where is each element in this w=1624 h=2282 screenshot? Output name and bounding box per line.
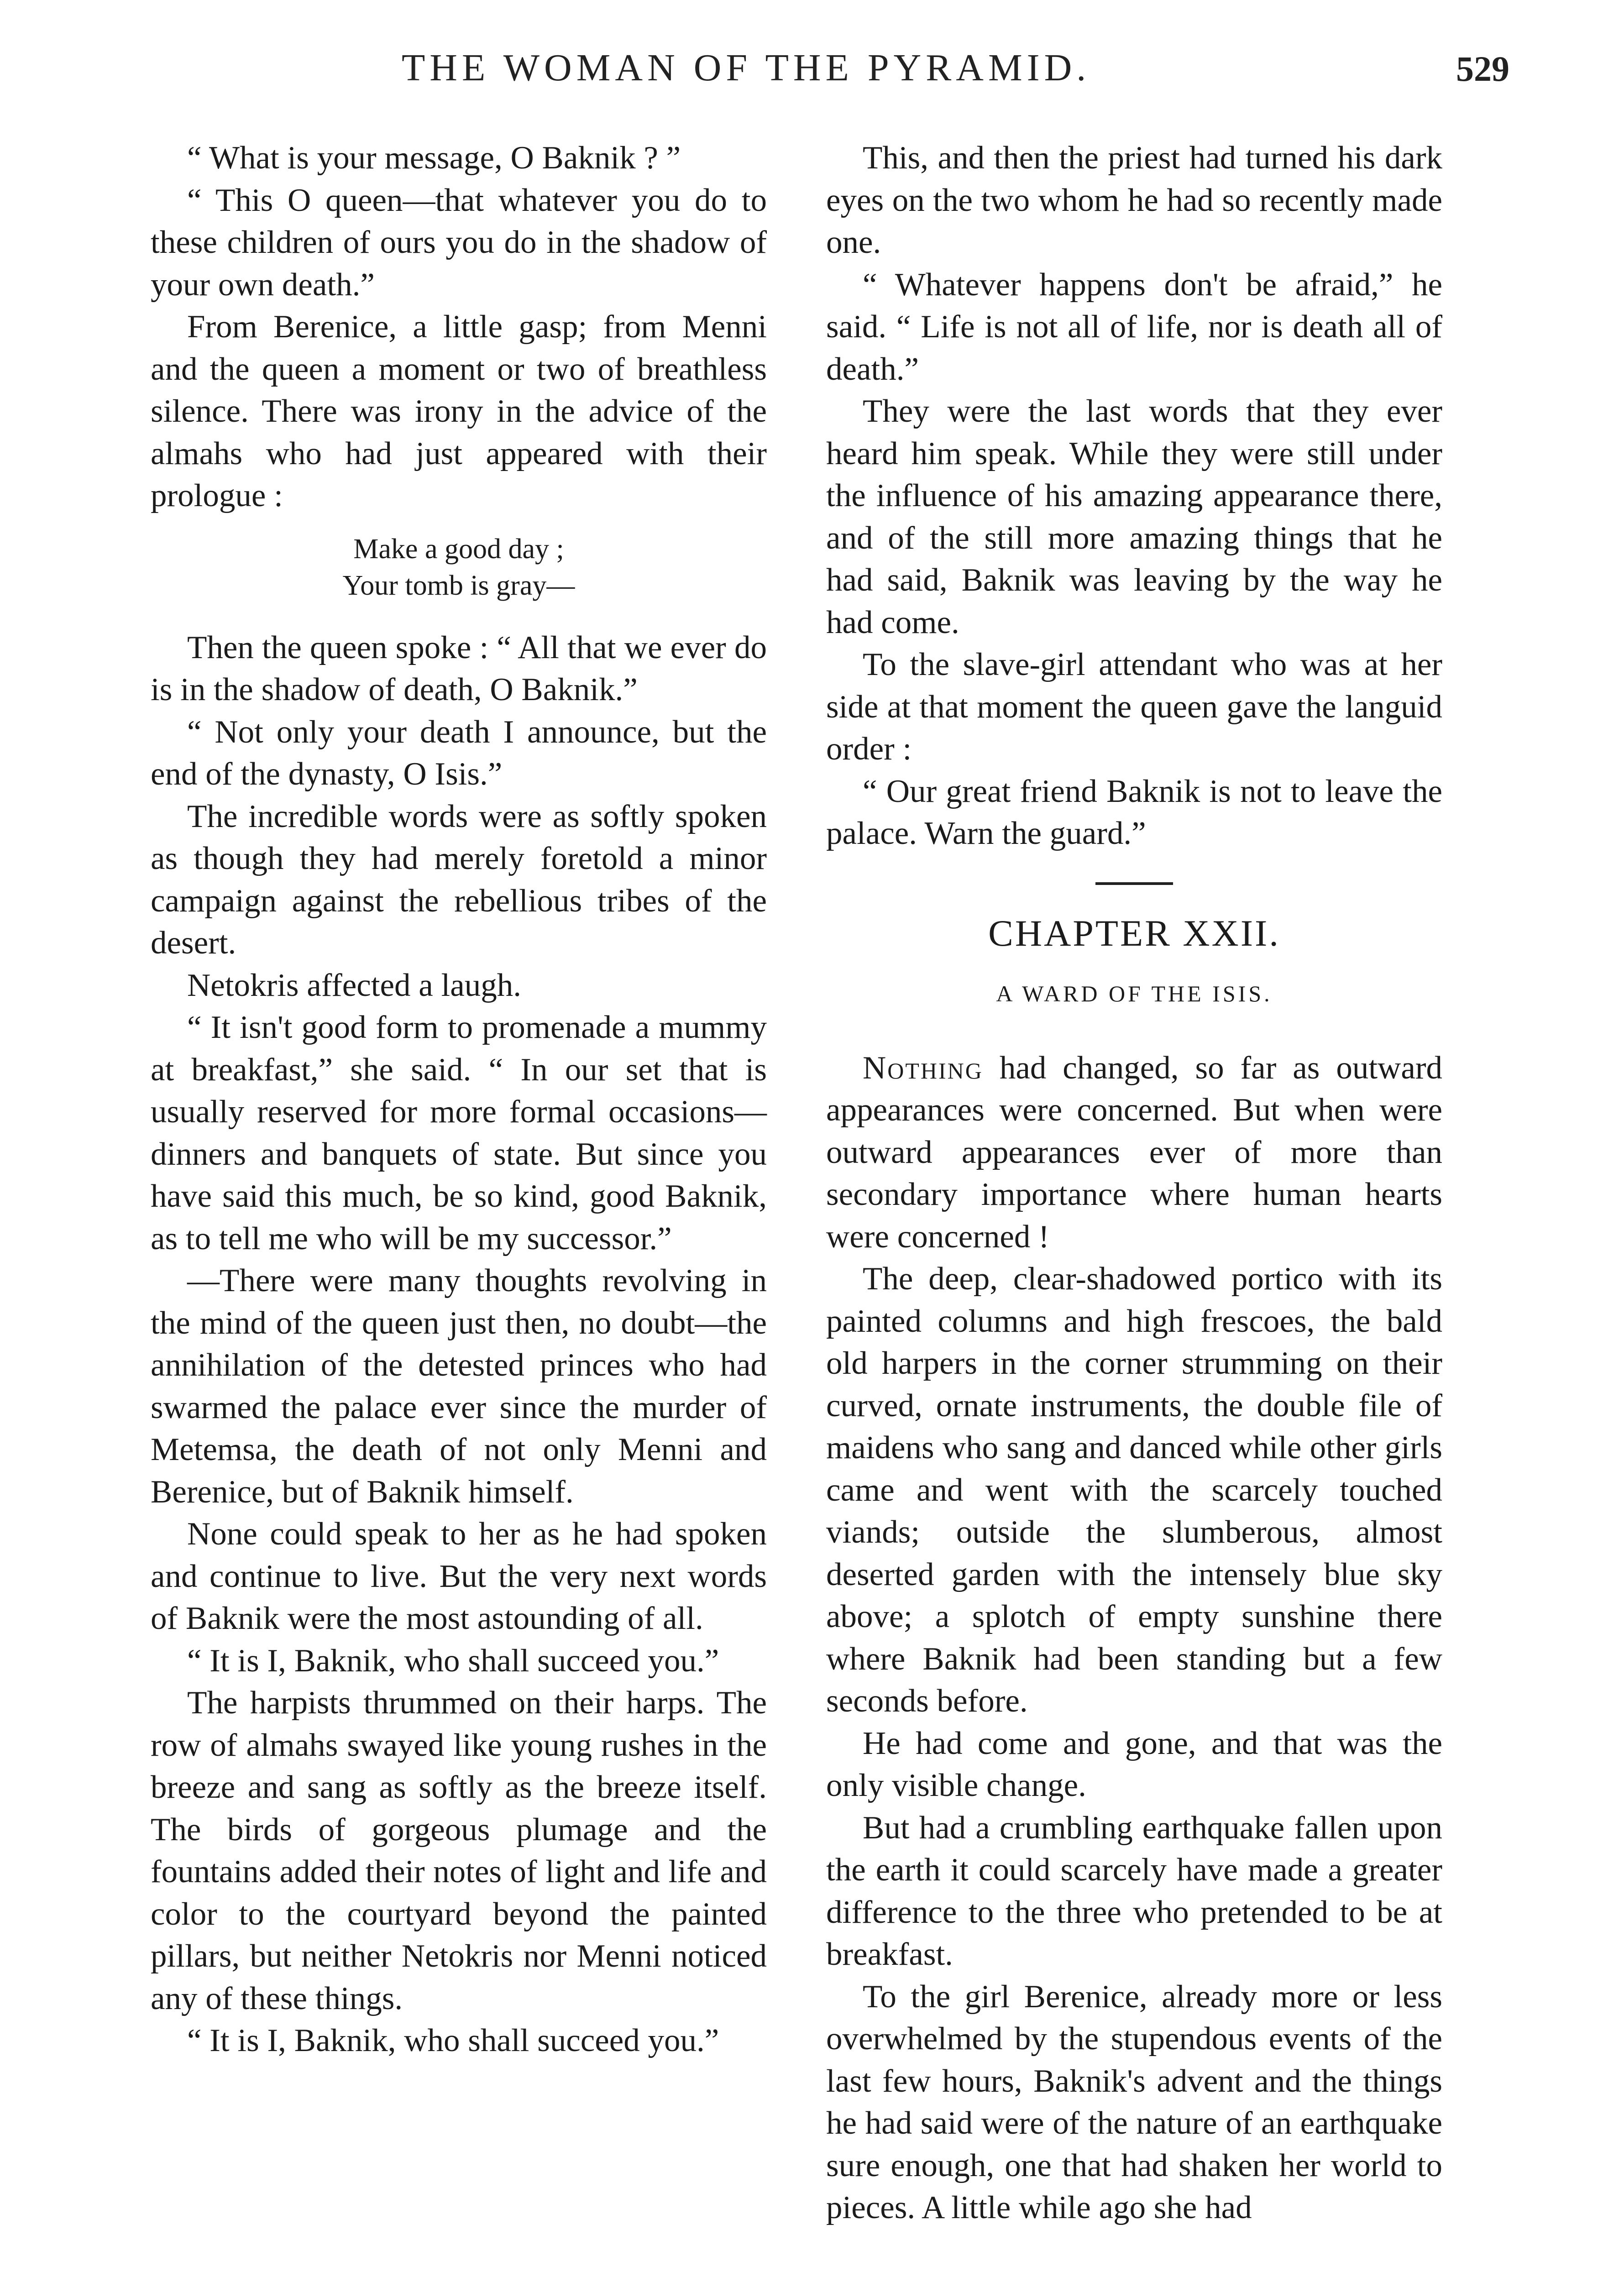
paragraph: —There were many thoughts revolving in the mind of the queen just then, no doubt—the annihilation of the detested princes who had swarmed the palace ever since the murder of Metemsa, the death of not only Menni and Berenice, but of Baknik himself. (151, 1263, 767, 1510)
paragraph (826, 1047, 1442, 1258)
paragraph: Netokris affected a laugh. (187, 967, 522, 1003)
right-column (826, 137, 1442, 2229)
paragraph: Then the queen spoke : “ All that we ever do is in the shadow of death, O Baknik.” (151, 629, 767, 707)
paragraph: “ Our great friend Baknik is not to leave the palace. Warn the guard.” (826, 773, 1442, 851)
verse-line: Your tomb is gray— (342, 570, 575, 601)
left-column (151, 137, 767, 2062)
running-header (0, 46, 1624, 100)
paragraph: “ Whatever happens don't be afraid,” he said. “ Life is not all of life, nor is death all of death.” (826, 267, 1442, 387)
paragraph: To the slave-girl attendant who was at her side at that moment the queen gave the languid order : (826, 647, 1442, 767)
paragraph: “ It isn't good form to promenade a mummy at breakfast,” she said. “ In our set that is usually reserved for more formal occasions—dinners and banquets of state. But since you have said this much, be so kind, good Baknik, as to tell me who will be my successor.” (151, 1010, 767, 1256)
paragraph: But had a crumbling earthquake fallen upon the earth it could scarcely have made a greater difference to the three who pretended to be at breakfast. (826, 1810, 1442, 1972)
paragraph: None could speak to her as he had spoken and continue to live. But the very next words of Baknik were the most astounding of all. (151, 1516, 767, 1636)
running-title: THE WOMAN OF THE PYRAMID. (402, 47, 1091, 89)
chapter-subtitle: A WARD OF THE ISIS. (996, 981, 1273, 1006)
section-divider (1095, 882, 1173, 885)
paragraph: The deep, clear-shadowed portico with its painted columns and high frescoes, the bald old harpers in the corner strumming on their curved, ornate instruments, the double file of maidens who sang and danced while other girls came and went with the scarcely touched viands; outside the slumberous, almost deserted garden with the intensely blue sky above; a splotch of empty sunshine there where Baknik had been standing but a few seconds before. (826, 1261, 1442, 1719)
paragraph: “ It is I, Baknik, who shall succeed you.” (187, 1643, 719, 1679)
paragraph: “ This O queen—that whatever you do to these children of ours you do in the shadow of your own death.” (151, 182, 767, 303)
paragraph: “ What is your message, O Baknik ? ” (187, 140, 681, 176)
paragraph: “ It is I, Baknik, who shall succeed you.” (187, 2023, 719, 2058)
verse-line: Make a good day ; (353, 533, 564, 565)
paragraph: To the girl Berenice, already more or less overwhelmed by the stupendous events of the last few hours, Baknik's advent and the things he had said were of the nature of an earthquake sure enough, one that had shaken her world to pieces. A little while ago she had (826, 1978, 1442, 2225)
page-number: 529 (1456, 49, 1509, 89)
paragraph: This, and then the priest had turned his dark eyes on the two whom he had so recently made one. (826, 140, 1442, 260)
paragraph: “ Not only your death I announce, but the end of the dynasty, O Isis.” (151, 714, 767, 792)
opening-word: Nothing (863, 1050, 983, 1086)
paragraph: He had come and gone, and that was the only visible change. (826, 1725, 1442, 1803)
chapter-heading: CHAPTER XXII. (988, 912, 1280, 954)
paragraph: From Berenice, a little gasp; from Menni and the queen a moment or two of breathless silence. There was irony in the advice of the almahs who had just appeared with their prologue : (151, 309, 767, 513)
paragraph: The incredible words were as softly spoken as though they had merely foretold a minor campaign against the rebellious tribes of the desert. (151, 798, 767, 961)
paragraph: They were the last words that they ever heard him speak. While they were still under the influence of his amazing appearance there, and of the still more amazing things that he had said, Baknik was leaving by the way he had come. (826, 393, 1442, 640)
paragraph: The harpists thrummed on their harps. The row of almahs swayed like young rushes in the breeze and sang as softly as the breeze itself. The birds of gorgeous plumage and the fountains added their notes of light and life and color to the courtyard beyond the painted pillars, but neither Netokris nor Menni noticed any of these things. (151, 1685, 767, 2016)
verse (151, 531, 767, 604)
paragraph-text: had changed, so far as outward appearances were concerned. But when were outward appearances ever of more than secondary importance where human hearts were concerned ! (826, 1050, 1442, 1255)
